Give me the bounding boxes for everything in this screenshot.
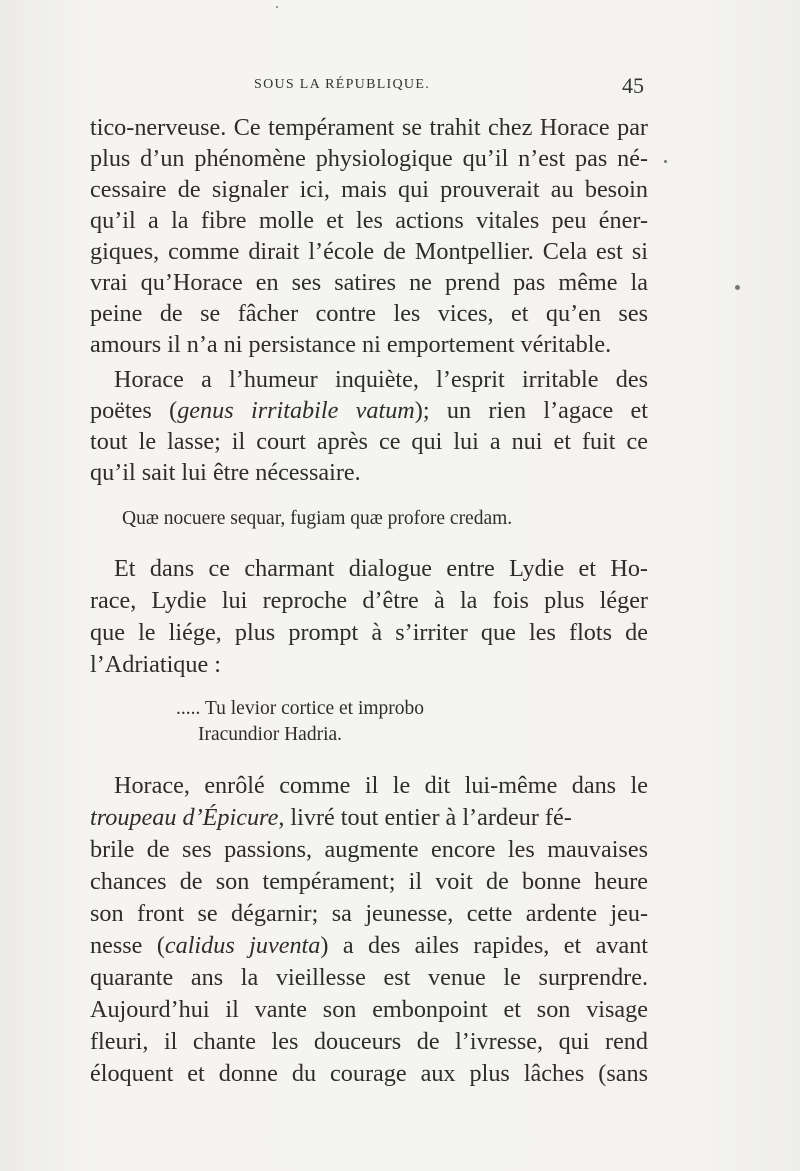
- latin-quote-2-line-2: Iracundior Hadria.: [198, 724, 343, 745]
- paper-speck: [735, 285, 740, 290]
- paragraph-2-line-3: tout le lasse; il court après ce qui lui a nui et fuit ce: [90, 428, 648, 455]
- paragraph-1-line-5: giques, comme dirait l’école de Montpellier. Cela est si: [90, 238, 648, 265]
- paper-speck: [664, 160, 667, 163]
- running-title: SOUS LA RÉPUBLIQUE.: [254, 77, 430, 92]
- paragraph-1-line-3: cessaire de signaler ici, mais qui prouverait au besoin: [90, 176, 648, 203]
- paragraph-4-line-2: [90, 801, 648, 835]
- paragraph-2-line-1: Horace a l’humeur inquiète, l’esprit irritable des: [114, 366, 648, 393]
- paragraph-4-line-6-end: ) a des ailes rapides, et avant: [320, 932, 649, 959]
- paragraph-1-line-7: peine de se fâcher contre les vices, et qu’en ses: [90, 300, 648, 327]
- paragraph-2-line-2-end: ); un rien l’agace et: [414, 397, 648, 424]
- paragraph-2-line-2: [90, 394, 648, 428]
- paragraph-3-line-2: race, Lydie lui reproche d’être à la fois plus léger: [90, 587, 648, 614]
- paragraph-4-line-8: Aujourd’hui il vante son embonpoint et son visage: [90, 996, 648, 1023]
- paper-speck: [276, 6, 278, 8]
- latin-phrase-calidus: calidus juventa: [164, 932, 321, 959]
- paragraph-3-line-4: l’Adriatique :: [90, 651, 221, 678]
- latin-phrase-troupeau: troupeau d’Épicure: [90, 804, 279, 831]
- latin-phrase-genus: genus irritabile vatum: [177, 397, 415, 424]
- paragraph-4-line-6: [90, 929, 648, 963]
- paragraph-2-line-4: qu’il sait lui être nécessaire.: [90, 459, 361, 486]
- paragraph-4-line-10: éloquent et donne du courage aux plus lâches (sans: [90, 1060, 648, 1087]
- latin-quote-1: Quæ nocuere sequar, fugiam quæ profore credam.: [122, 508, 513, 529]
- paragraph-2-line-2-start: poëtes (: [90, 397, 178, 424]
- paragraph-1-line-2: plus d’un phénomène physiologique qu’il n’est pas né-: [90, 145, 648, 172]
- paragraph-3-line-1: Et dans ce charmant dialogue entre Lydie et Ho-: [114, 555, 648, 582]
- paragraph-3-line-3: que le liége, plus prompt à s’irriter que les flots de: [90, 619, 648, 646]
- paragraph-4-line-3: brile de ses passions, augmente encore les mauvaises: [90, 836, 648, 863]
- paragraph-4-line-5: son front se dégarnir; sa jeunesse, cette ardente jeu-: [90, 900, 648, 927]
- paragraph-1-line-8: amours il n’a ni persistance ni emportement véritable.: [90, 331, 612, 358]
- paragraph-4-line-7: quarante ans la vieillesse est venue le surprendre.: [90, 964, 648, 991]
- paragraph-4-line-4: chances de son tempérament; il voit de bonne heure: [90, 868, 648, 895]
- latin-quote-2-line-1: ..... Tu levior cortice et improbo: [176, 698, 425, 719]
- paragraph-1-line-4: qu’il a la fibre molle et les actions vitales peu éner-: [90, 207, 648, 234]
- paragraph-4-line-1: Horace, enrôlé comme il le dit lui-même dans le: [114, 772, 648, 799]
- paragraph-1-line-6: vrai qu’Horace en ses satires ne prend pas même la: [90, 269, 648, 296]
- paragraph-4-line-6-start: nesse (: [90, 932, 165, 959]
- paragraph-4-line-9: fleuri, il chante les douceurs de l’ivresse, qui rend: [90, 1028, 648, 1055]
- paragraph-4-line-2-end: , livré tout entier à l’ardeur fé-: [278, 804, 572, 831]
- page-number: 45: [622, 73, 644, 98]
- paragraph-1-line-1: tico-nerveuse. Ce tempérament se trahit chez Horace par: [90, 114, 648, 141]
